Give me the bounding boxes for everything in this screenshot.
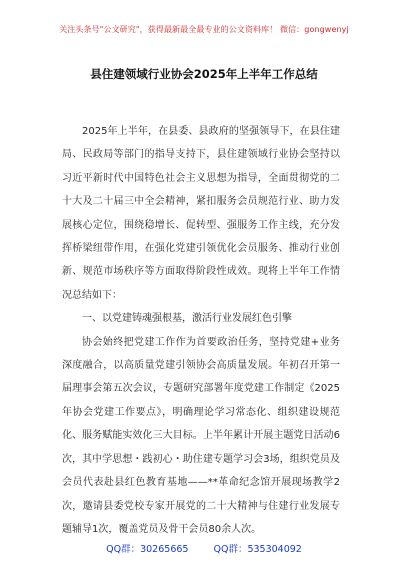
section-heading: 一、以党建铸魂强根基，激活行业发展红色引擎 [82, 313, 292, 325]
section-paragraph: 协会始终把党建工作作为首要政治任务，坚持党建+业务深度融合，以高质量党建引领协会高质量发展。年初召开第一届理事会第五次会议，专题研究部署年度党建工作制定《2025年协会党建工作要点》，明确理论学习常态化、组织建设规范化、服务赋能实效化三大目标。上半年累计开展主题党日活动6次，其中学思想・践初心・助住建专题学习会3场，组织党员及会员代表赴县红色教育基地——**革命纪念馆开展现场教学2次，邀请县委党校专家开展党的二十大精神与住建行业发展专题辅导1次，覆盖党员及骨干会员80余人次。 [62, 336, 340, 535]
footer-contacts [0, 541, 408, 555]
intro-paragraph: 2025年上半年，在县委、县政府的坚强领导下，在县住建局、民政局等部门的指导支持下，县住建领域行业协会坚持以习近平新时代中国特色社会主义思想为指导，全面贯彻党的二十大及二十届三中全会精神，紧扣服务会员规范行业、助力发展核心定位，围绕稳增长、促转型、强服务工作主线，充分发挥桥梁纽带作用，在强化党建引领优化会员服务、推动行业创新、规范市场秩序等方面取得阶段性成效。现将上半年工作情况总结如下： [62, 126, 340, 301]
document-title: 县住建领域行业协会2025年上半年工作总结 [90, 67, 318, 81]
promo-banner: 关注头条号"公文研究"，获得最新最全最专业的公文资料库！ 微信：gongwenyj [59, 25, 349, 34]
qq-group-2: QQ群：535304092 [213, 544, 302, 555]
qq-group-1: QQ群：30265665 [106, 544, 189, 555]
document-body [62, 120, 340, 541]
